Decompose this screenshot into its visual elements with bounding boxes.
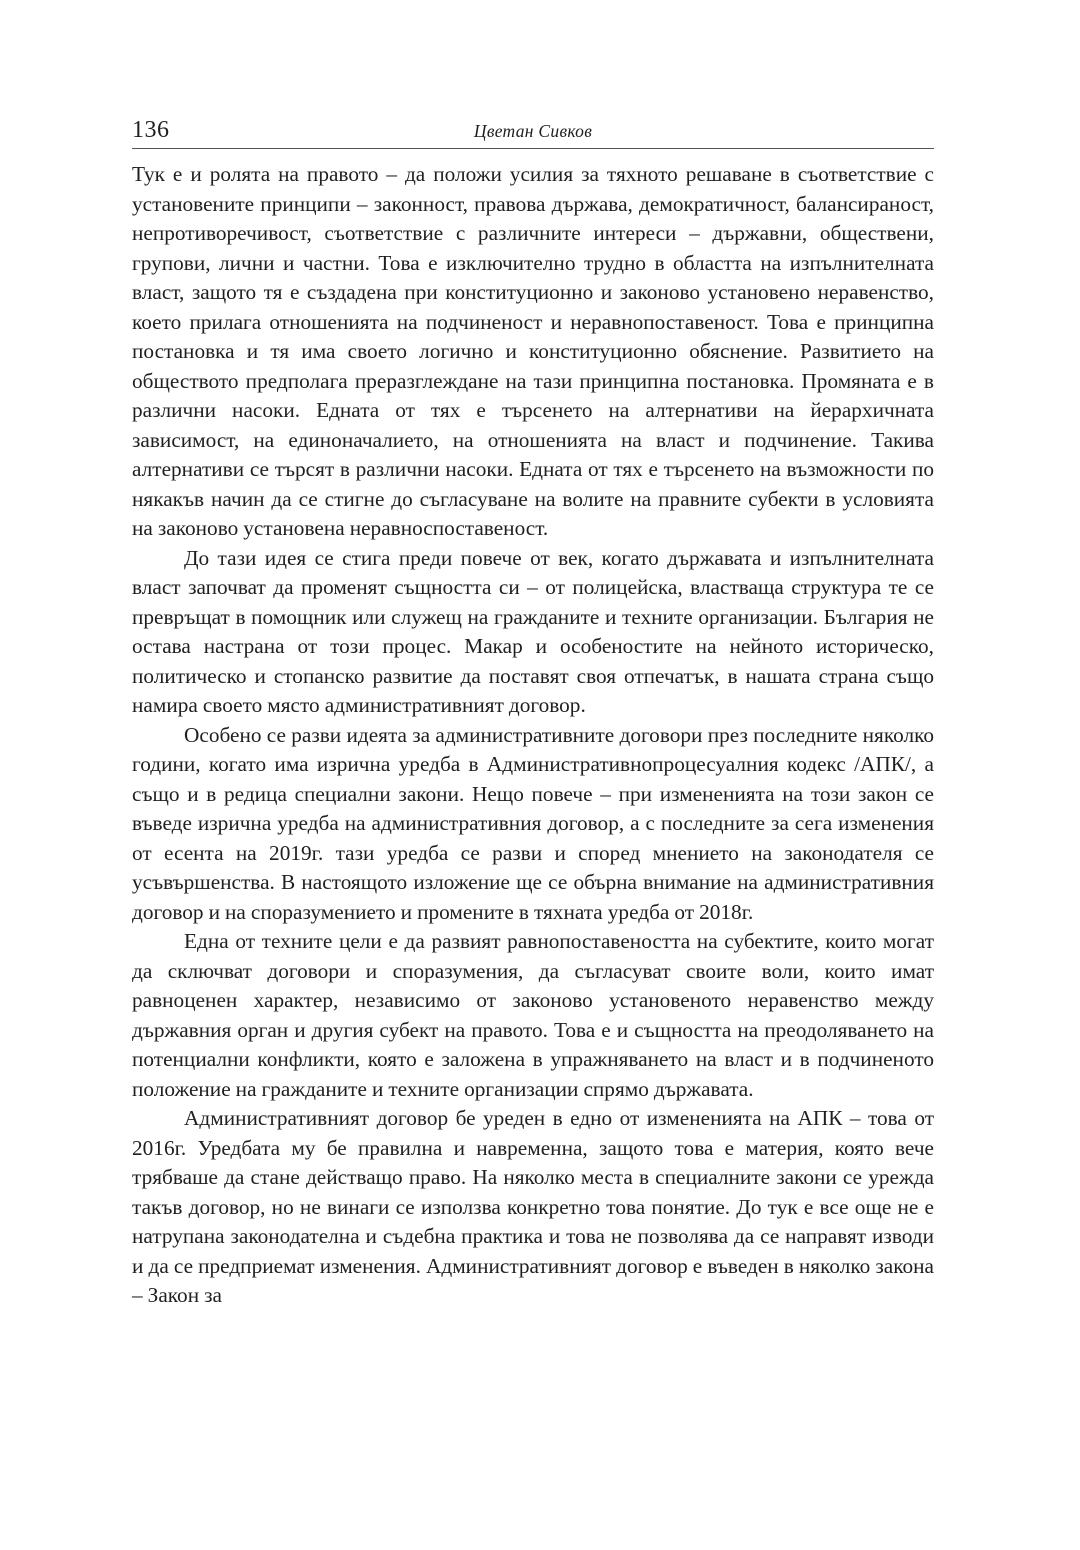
page-number: 136 (132, 117, 170, 143)
paragraph-5: Административният договор бе уреден в едно от измененията на АПК – това от 2016г. Уредбата му бе правилна и навременна, защото това е материя, която вече трябваше да стане действащо право. На няколко места в специалните закони се урежда такъв договор, но не винаги се използва конкретно това понятие. До тук е все още не е натрупана законодателна и съдебна практика и това не позволява да се направят изводи и да се предприемат изменения. Административният договор е въведен в няколко закона – Закон за (132, 1106, 934, 1307)
paragraph-1: Тук е и ролята на правото – да положи усилия за тяхното решаване в съответствие с установените принципи – законност, правова държава, демократичност, балансираност, непротиворечивост, съответствие с различните интереси – държавни, обществени, групови, лични и частни. Това е изключително трудно в областта на изпълнителната власт, защото тя е създадена при конституционно и законово установено неравенство, което прилага отношенията на подчиненост и неравнопоставеност. Това е принципна постановка и тя има своето логично и конституционно обяснение. Развитието на обществото предполага преразглеждане на тази принципна постановка. Промяната е в различни насоки. Едната от тях е търсенето на алтернативи на йерархичната зависимост, на единоначалието, на отношенията на власт и подчинение. Такива алтернативи се търсят в различни насоки. Едната от тях е търсенето на възможности по някакъв начин да се стигне до съгласуване на волите на правните субекти в условията на законово установена неравноспоставеност. (132, 162, 934, 540)
paragraph-3: Особено се разви идеята за административните договори през последните няколко години, когато има изрична уредба в Административнопроцесуалния кодекс /АПК/, а също и в редица специални закони. Нещо повече – при измененията на този закон се въведе изрична уредба на административния договор, а с последните за сега изменения от есента на 2019г. тази уредба се разви и според мнението на законодателя се усъвършенства. В настоящото изложение ще се обърна внимание на административния договор и на споразумението и промените в тяхната уредба от 2018г. (132, 722, 934, 924)
running-header (132, 112, 934, 149)
paragraph-2: До тази идея се стига преди повече от век, когато държавата и изпълнителната власт започват да променят същността си – от полицейска, властваща структура те се превръщат в помощник или служещ на гражданите и техните организации. България не остава настрана от този процес. Макар и особеностите на нейното историческо, политическо и стопанско развитие да поставят своя отпечатък, в нашата страна също намира своето място административният договор. (132, 545, 934, 717)
running-header-author: Цветан Сивков (473, 121, 593, 141)
paragraph-4: Една от техните цели е да развият равнопоставеността на субектите, които могат да сключват договори и споразумения, да съгласуват своите воли, които имат равноценен характер, независимо от законово установеното неравенство между държавния орган и другия субект на правото. Това е и същността на преодоляването на потенциални конфликти, която е заложена в упражняването на власт и в подчиненото положение на гражданите и техните организации спрямо държавата. (132, 929, 934, 1101)
body-text (132, 160, 934, 1311)
